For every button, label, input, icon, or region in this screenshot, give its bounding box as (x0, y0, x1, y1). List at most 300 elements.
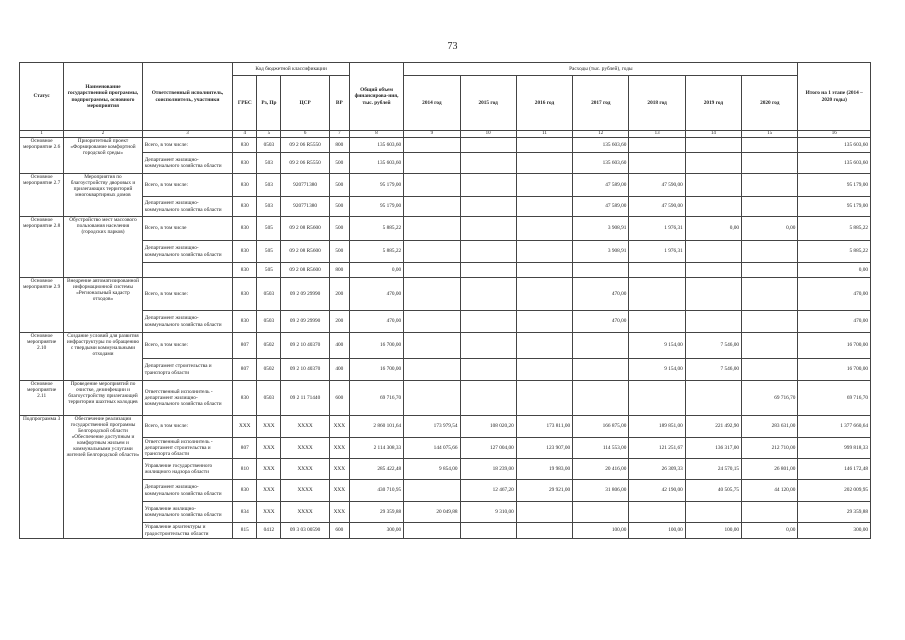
col-grbs: ГРБС (233, 76, 257, 131)
y2020-cell (742, 197, 798, 217)
y2014-cell: 9 854,00 (404, 459, 460, 480)
table-row (20, 333, 871, 359)
col-expenses: Расходы (тыс. рублей), годы (404, 63, 798, 76)
y2019-cell: 100,00 (685, 523, 741, 539)
y2015-cell (460, 241, 516, 263)
rzpr-cell: XXX (257, 438, 281, 459)
y2014-cell (404, 217, 460, 241)
y2018-cell (629, 263, 685, 278)
total-volume-cell: 135 603,60 (349, 138, 403, 153)
executor-cell: Управление государственного жилищного надзора области (142, 459, 233, 480)
grbs-cell: 830 (233, 197, 257, 217)
y2016-cell: 19 983,00 (516, 459, 572, 480)
total-volume-cell: 470,00 (349, 311, 403, 333)
table-row (20, 263, 871, 278)
executor-cell: Всего, в том числе: (142, 138, 233, 153)
csr-cell: 09 2 09 29990 (281, 278, 329, 311)
total-volume-cell: 16 700,00 (349, 359, 403, 381)
csr-cell: XXXX (281, 459, 329, 480)
csr-cell: 920771380 (281, 197, 329, 217)
status-cell: Основное мероприятие 2.9 (20, 278, 64, 333)
y2014-cell: 20 049,88 (404, 502, 460, 523)
y2020-cell (742, 333, 798, 359)
col-2015: 2015 год (460, 76, 516, 131)
vr-cell: XXX (329, 502, 349, 523)
col-2019: 2019 год (685, 76, 741, 131)
y2018-cell (629, 138, 685, 153)
y2018-cell: 1 976,31 (629, 241, 685, 263)
y2020-cell (742, 502, 798, 523)
y2014-cell (404, 523, 460, 539)
y2018-cell: 1 976,31 (629, 217, 685, 241)
y2020-cell: 69 716,70 (742, 381, 798, 416)
executor-cell: Всего, в том числе: (142, 278, 233, 311)
y2018-cell (629, 311, 685, 333)
y2016-cell (516, 241, 572, 263)
y2016-cell: 123 907,00 (516, 438, 572, 459)
stage-total-cell: 95 179,00 (798, 197, 871, 217)
y2018-cell: 47 590,00 (629, 197, 685, 217)
total-volume-cell: 69 716,70 (349, 381, 403, 416)
y2019-cell: 221 492,90 (685, 416, 741, 438)
y2018-cell: 42 190,00 (629, 480, 685, 502)
col-budget-code: Код бюджетной классификации (233, 63, 350, 76)
y2015-cell: 127 004,00 (460, 438, 516, 459)
y2017-cell: 114 553,00 (573, 438, 629, 459)
column-index: 5 (257, 131, 281, 138)
rzpr-cell: XXX (257, 480, 281, 502)
stage-total-cell: 146 172,48 (798, 459, 871, 480)
y2016-cell (516, 138, 572, 153)
y2018-cell (629, 278, 685, 311)
total-volume-cell: 470,00 (349, 278, 403, 311)
y2018-cell: 189 851,00 (629, 416, 685, 438)
csr-cell: XXXX (281, 480, 329, 502)
y2020-cell (742, 174, 798, 197)
col-csr: ЦСР (281, 76, 329, 131)
table-row (20, 523, 871, 539)
grbs-cell: 834 (233, 502, 257, 523)
y2017-cell (573, 381, 629, 416)
executor-cell: Всего, в том числе: (142, 174, 233, 197)
col-stage-total: Итого на 1 этапе (2014 – 2020 годы) (798, 63, 871, 131)
y2017-cell: 47 589,00 (573, 197, 629, 217)
table-row (20, 359, 871, 381)
y2015-cell (460, 138, 516, 153)
y2016-cell (516, 217, 572, 241)
y2015-cell (460, 217, 516, 241)
y2016-cell: 29 921,00 (516, 480, 572, 502)
y2016-cell (516, 197, 572, 217)
total-volume-cell: 95 179,00 (349, 197, 403, 217)
y2019-cell (685, 153, 741, 174)
rzpr-cell: XXX (257, 459, 281, 480)
column-index: 16 (798, 131, 871, 138)
y2014-cell (404, 197, 460, 217)
stage-total-cell: 5 885,22 (798, 217, 871, 241)
grbs-cell: 830 (233, 311, 257, 333)
grbs-cell: 830 (233, 278, 257, 311)
csr-cell: 09 2 10 40370 (281, 333, 329, 359)
status-cell: Основное мероприятие 2.6 (20, 138, 64, 174)
table-row (20, 311, 871, 333)
status-cell: Подпрограмма 3 (20, 416, 64, 539)
vr-cell: 600 (329, 523, 349, 539)
table-row (20, 278, 871, 311)
executor-cell: Департамент строительства и транспорта области (142, 359, 233, 381)
stage-total-cell: 0,00 (798, 263, 871, 278)
column-index: 2 (64, 131, 142, 138)
y2016-cell (516, 333, 572, 359)
csr-cell: 09 2 08 R5600 (281, 263, 329, 278)
stage-total-cell: 16 700,00 (798, 333, 871, 359)
rzpr-cell: 0503 (257, 381, 281, 416)
vr-cell: XXX (329, 480, 349, 502)
y2019-cell (685, 502, 741, 523)
stage-total-cell: 1 377 660,64 (798, 416, 871, 438)
rzpr-cell: 0412 (257, 523, 281, 539)
y2019-cell (685, 241, 741, 263)
table-body (20, 138, 871, 539)
y2017-cell (573, 263, 629, 278)
y2019-cell: 7 546,00 (685, 359, 741, 381)
stage-total-cell: 202 009,95 (798, 480, 871, 502)
executor-cell: Управление архитектуры и градостроительства области (142, 523, 233, 539)
rzpr-cell: 0502 (257, 333, 281, 359)
grbs-cell: 807 (233, 438, 257, 459)
y2020-cell: 0,00 (742, 523, 798, 539)
y2015-cell (460, 197, 516, 217)
col-executor: Ответственный исполнитель, соисполнитель, участники (142, 63, 233, 131)
name-cell: Создание условий для развития инфраструктуры по обращению с твердыми коммунальными отходами (64, 333, 142, 381)
y2019-cell: 24 570,15 (685, 459, 741, 480)
y2020-cell (742, 359, 798, 381)
table-row (20, 138, 871, 153)
y2020-cell (742, 278, 798, 311)
column-index: 14 (685, 131, 741, 138)
vr-cell: 400 (329, 359, 349, 381)
y2019-cell: 7 546,00 (685, 333, 741, 359)
executor-cell: Управление жилищно-коммунального хозяйства области (142, 502, 233, 523)
rzpr-cell: XXX (257, 502, 281, 523)
name-cell: Мероприятия по благоустройству дворовых и прилегающих территорий многоквартирных домов (64, 174, 142, 217)
column-index: 7 (329, 131, 349, 138)
stage-total-cell: 135 603,60 (798, 138, 871, 153)
y2019-cell: 136 317,00 (685, 438, 741, 459)
column-index: 11 (516, 131, 572, 138)
y2017-cell: 135 603,60 (573, 138, 629, 153)
csr-cell: 09 2 08 R5600 (281, 217, 329, 241)
col-name: Наименование государственной программы, подпрограммы, основного мероприятия (64, 63, 142, 131)
table-row (20, 480, 871, 502)
y2020-cell: 212 710,00 (742, 438, 798, 459)
y2015-cell (460, 311, 516, 333)
y2014-cell (404, 263, 460, 278)
csr-cell: 920771380 (281, 174, 329, 197)
y2015-cell: 18 239,00 (460, 459, 516, 480)
stage-total-cell: 5 885,22 (798, 241, 871, 263)
y2020-cell: 26 801,00 (742, 459, 798, 480)
column-index: 10 (460, 131, 516, 138)
table-row (20, 153, 871, 174)
status-cell: Основное мероприятие 2.10 (20, 333, 64, 381)
vr-cell: 500 (329, 241, 349, 263)
y2015-cell (460, 263, 516, 278)
csr-cell: 09 2 09 29990 (281, 311, 329, 333)
total-volume-cell: 300,00 (349, 523, 403, 539)
y2015-cell: 9 310,00 (460, 502, 516, 523)
y2014-cell (404, 480, 460, 502)
stage-total-cell: 470,00 (798, 311, 871, 333)
status-cell: Основное мероприятие 2.11 (20, 381, 64, 416)
stage-total-cell: 16 700,00 (798, 359, 871, 381)
y2017-cell: 3 908,91 (573, 217, 629, 241)
y2018-cell: 100,00 (629, 523, 685, 539)
grbs-cell: 815 (233, 523, 257, 539)
grbs-cell: 830 (233, 480, 257, 502)
y2017-cell: 470,00 (573, 278, 629, 311)
y2015-cell: 108 020,20 (460, 416, 516, 438)
col-rzpr: Рз, Пр (257, 76, 281, 131)
csr-cell: XXXX (281, 502, 329, 523)
vr-cell: 500 (329, 197, 349, 217)
status-cell: Основное мероприятие 2.8 (20, 217, 64, 278)
vr-cell: 500 (329, 174, 349, 197)
y2018-cell (629, 502, 685, 523)
y2018-cell: 9 154,00 (629, 359, 685, 381)
page-number: 73 (447, 41, 458, 52)
y2019-cell: 0,00 (685, 217, 741, 241)
y2018-cell: 26 309,33 (629, 459, 685, 480)
total-volume-cell: 430 710,95 (349, 480, 403, 502)
grbs-cell: 807 (233, 359, 257, 381)
table-row (20, 438, 871, 459)
stage-total-cell: 999 818,33 (798, 438, 871, 459)
total-volume-cell: 5 885,22 (349, 217, 403, 241)
column-index: 13 (629, 131, 685, 138)
total-volume-cell: 95 179,00 (349, 174, 403, 197)
y2017-cell (573, 333, 629, 359)
executor-cell: Департамент жилищно-коммунального хозяйства области (142, 311, 233, 333)
y2018-cell (629, 381, 685, 416)
stage-total-cell: 95 179,00 (798, 174, 871, 197)
y2018-cell (629, 153, 685, 174)
executor-cell: Департамент жилищно-коммунального хозяйства области (142, 153, 233, 174)
vr-cell: 500 (329, 217, 349, 241)
vr-cell: 800 (329, 138, 349, 153)
grbs-cell: 830 (233, 174, 257, 197)
y2017-cell: 135 603,60 (573, 153, 629, 174)
executor-cell: Департамент жилищно-коммунального хозяйства области (142, 241, 233, 263)
column-index: 6 (281, 131, 329, 138)
executor-cell: Департамент жилищно-коммунального хозяйства области (142, 197, 233, 217)
table-row (20, 174, 871, 197)
total-volume-cell: 29 359,88 (349, 502, 403, 523)
y2018-cell: 9 154,00 (629, 333, 685, 359)
y2018-cell: 121 251,67 (629, 438, 685, 459)
y2016-cell (516, 278, 572, 311)
executor-cell: Всего, в том числе: (142, 333, 233, 359)
y2019-cell (685, 381, 741, 416)
executor-cell (142, 263, 233, 278)
y2014-cell (404, 333, 460, 359)
col-2016: 2016 год (516, 76, 572, 131)
csr-cell: 09 2 11 71440 (281, 381, 329, 416)
y2016-cell (516, 311, 572, 333)
y2015-cell (460, 523, 516, 539)
name-cell: Обеспечение реализации государственной программы Белгородской области «Обеспечение доступным и комфортным жильем и коммунальными услугами жителей Белгородской области» (64, 416, 142, 539)
column-index: 8 (349, 131, 403, 138)
table-row (20, 502, 871, 523)
y2020-cell: 44 120,00 (742, 480, 798, 502)
y2015-cell (460, 153, 516, 174)
col-status: Статус (20, 63, 64, 131)
stage-total-cell: 300,00 (798, 523, 871, 539)
y2015-cell (460, 381, 516, 416)
grbs-cell: 830 (233, 263, 257, 278)
table-row (20, 416, 871, 438)
table-row (20, 381, 871, 416)
executor-cell: Всего, в том числе: (142, 416, 233, 438)
y2015-cell: 12 467,20 (460, 480, 516, 502)
y2016-cell (516, 359, 572, 381)
csr-cell: 09 2 08 R5600 (281, 241, 329, 263)
total-volume-cell: 5 885,22 (349, 241, 403, 263)
rzpr-cell: 505 (257, 217, 281, 241)
vr-cell: 200 (329, 311, 349, 333)
table-row (20, 217, 871, 241)
y2017-cell: 166 875,00 (573, 416, 629, 438)
rzpr-cell: 503 (257, 197, 281, 217)
csr-cell: XXXX (281, 416, 329, 438)
table-row (20, 459, 871, 480)
y2015-cell (460, 333, 516, 359)
total-volume-cell: 135 603,60 (349, 153, 403, 174)
y2020-cell: 283 631,00 (742, 416, 798, 438)
y2019-cell (685, 174, 741, 197)
stage-total-cell: 135 603,60 (798, 153, 871, 174)
grbs-cell: 830 (233, 153, 257, 174)
y2014-cell (404, 278, 460, 311)
y2016-cell (516, 381, 572, 416)
rzpr-cell: 0503 (257, 278, 281, 311)
rzpr-cell: XXX (257, 416, 281, 438)
name-cell: Внедрение автоматизированной информационной системы «Региональный кадастр отходов» (64, 278, 142, 333)
y2016-cell (516, 502, 572, 523)
grbs-cell: 830 (233, 217, 257, 241)
grbs-cell: 807 (233, 333, 257, 359)
y2019-cell (685, 138, 741, 153)
csr-cell: 09 2 06 R5550 (281, 138, 329, 153)
y2014-cell (404, 359, 460, 381)
y2016-cell (516, 523, 572, 539)
y2015-cell (460, 278, 516, 311)
rzpr-cell: 505 (257, 263, 281, 278)
y2017-cell: 3 908,91 (573, 241, 629, 263)
vr-cell: XXX (329, 416, 349, 438)
y2014-cell: 144 075,66 (404, 438, 460, 459)
column-index: 3 (142, 131, 233, 138)
rzpr-cell: 0503 (257, 311, 281, 333)
vr-cell: 600 (329, 381, 349, 416)
total-volume-cell: 0,00 (349, 263, 403, 278)
grbs-cell: 830 (233, 138, 257, 153)
table-row (20, 197, 871, 217)
rzpr-cell: 0502 (257, 359, 281, 381)
y2015-cell (460, 359, 516, 381)
vr-cell: 800 (329, 263, 349, 278)
column-index: 12 (573, 131, 629, 138)
stage-total-cell: 29 359,88 (798, 502, 871, 523)
vr-cell: XXX (329, 438, 349, 459)
y2020-cell: 0,00 (742, 217, 798, 241)
y2019-cell (685, 197, 741, 217)
col-2014: 2014 год (404, 76, 460, 131)
y2017-cell (573, 502, 629, 523)
y2020-cell (742, 311, 798, 333)
csr-cell: XXXX (281, 438, 329, 459)
y2017-cell: 100,00 (573, 523, 629, 539)
executor-cell: Всего, в том числе (142, 217, 233, 241)
y2016-cell (516, 263, 572, 278)
csr-cell: 09 3 03 00590 (281, 523, 329, 539)
executor-cell: Ответственный исполнитель - департамент жилищно-коммунального хозяйства области (142, 381, 233, 416)
grbs-cell: 810 (233, 459, 257, 480)
vr-cell: 400 (329, 333, 349, 359)
rzpr-cell: 503 (257, 174, 281, 197)
stage-total-cell: 69 716,70 (798, 381, 871, 416)
y2014-cell (404, 241, 460, 263)
y2017-cell: 31 806,00 (573, 480, 629, 502)
y2017-cell: 20 416,00 (573, 459, 629, 480)
name-cell: Обустройство мест массового пользования населения (городских парков) (64, 217, 142, 278)
y2016-cell: 173 811,00 (516, 416, 572, 438)
total-volume-cell: 2 860 101,64 (349, 416, 403, 438)
status-cell: Основное мероприятие 2.7 (20, 174, 64, 217)
rzpr-cell: 0503 (257, 138, 281, 153)
y2020-cell (742, 263, 798, 278)
col-2020: 2020 год (742, 76, 798, 131)
y2014-cell (404, 381, 460, 416)
y2014-cell (404, 174, 460, 197)
name-cell: Проведение мероприятий по очистке, дезинфекции и благоустройству прилегающей территории шахтных колодцев (64, 381, 142, 416)
column-index: 15 (742, 131, 798, 138)
col-total-volume: Общий объем финансирова-ния, тыс. рублей (349, 63, 403, 131)
header-row-1 (20, 63, 871, 76)
y2018-cell: 47 590,00 (629, 174, 685, 197)
y2014-cell: 173 979,54 (404, 416, 460, 438)
y2017-cell: 47 589,00 (573, 174, 629, 197)
vr-cell: XXX (329, 459, 349, 480)
y2017-cell: 470,00 (573, 311, 629, 333)
y2019-cell (685, 278, 741, 311)
table-row (20, 241, 871, 263)
y2016-cell (516, 174, 572, 197)
csr-cell: 09 2 06 R5550 (281, 153, 329, 174)
y2014-cell (404, 138, 460, 153)
column-index: 1 (20, 131, 64, 138)
col-2018: 2018 год (629, 76, 685, 131)
total-volume-cell: 2 114 308,33 (349, 438, 403, 459)
y2014-cell (404, 311, 460, 333)
executor-cell: Ответственный исполнитель - департамент строительства и транспорта области (142, 438, 233, 459)
budget-table (19, 62, 871, 539)
column-index: 4 (233, 131, 257, 138)
col-vr: ВР (329, 76, 349, 131)
rzpr-cell: 505 (257, 241, 281, 263)
y2020-cell (742, 241, 798, 263)
grbs-cell: 830 (233, 381, 257, 416)
